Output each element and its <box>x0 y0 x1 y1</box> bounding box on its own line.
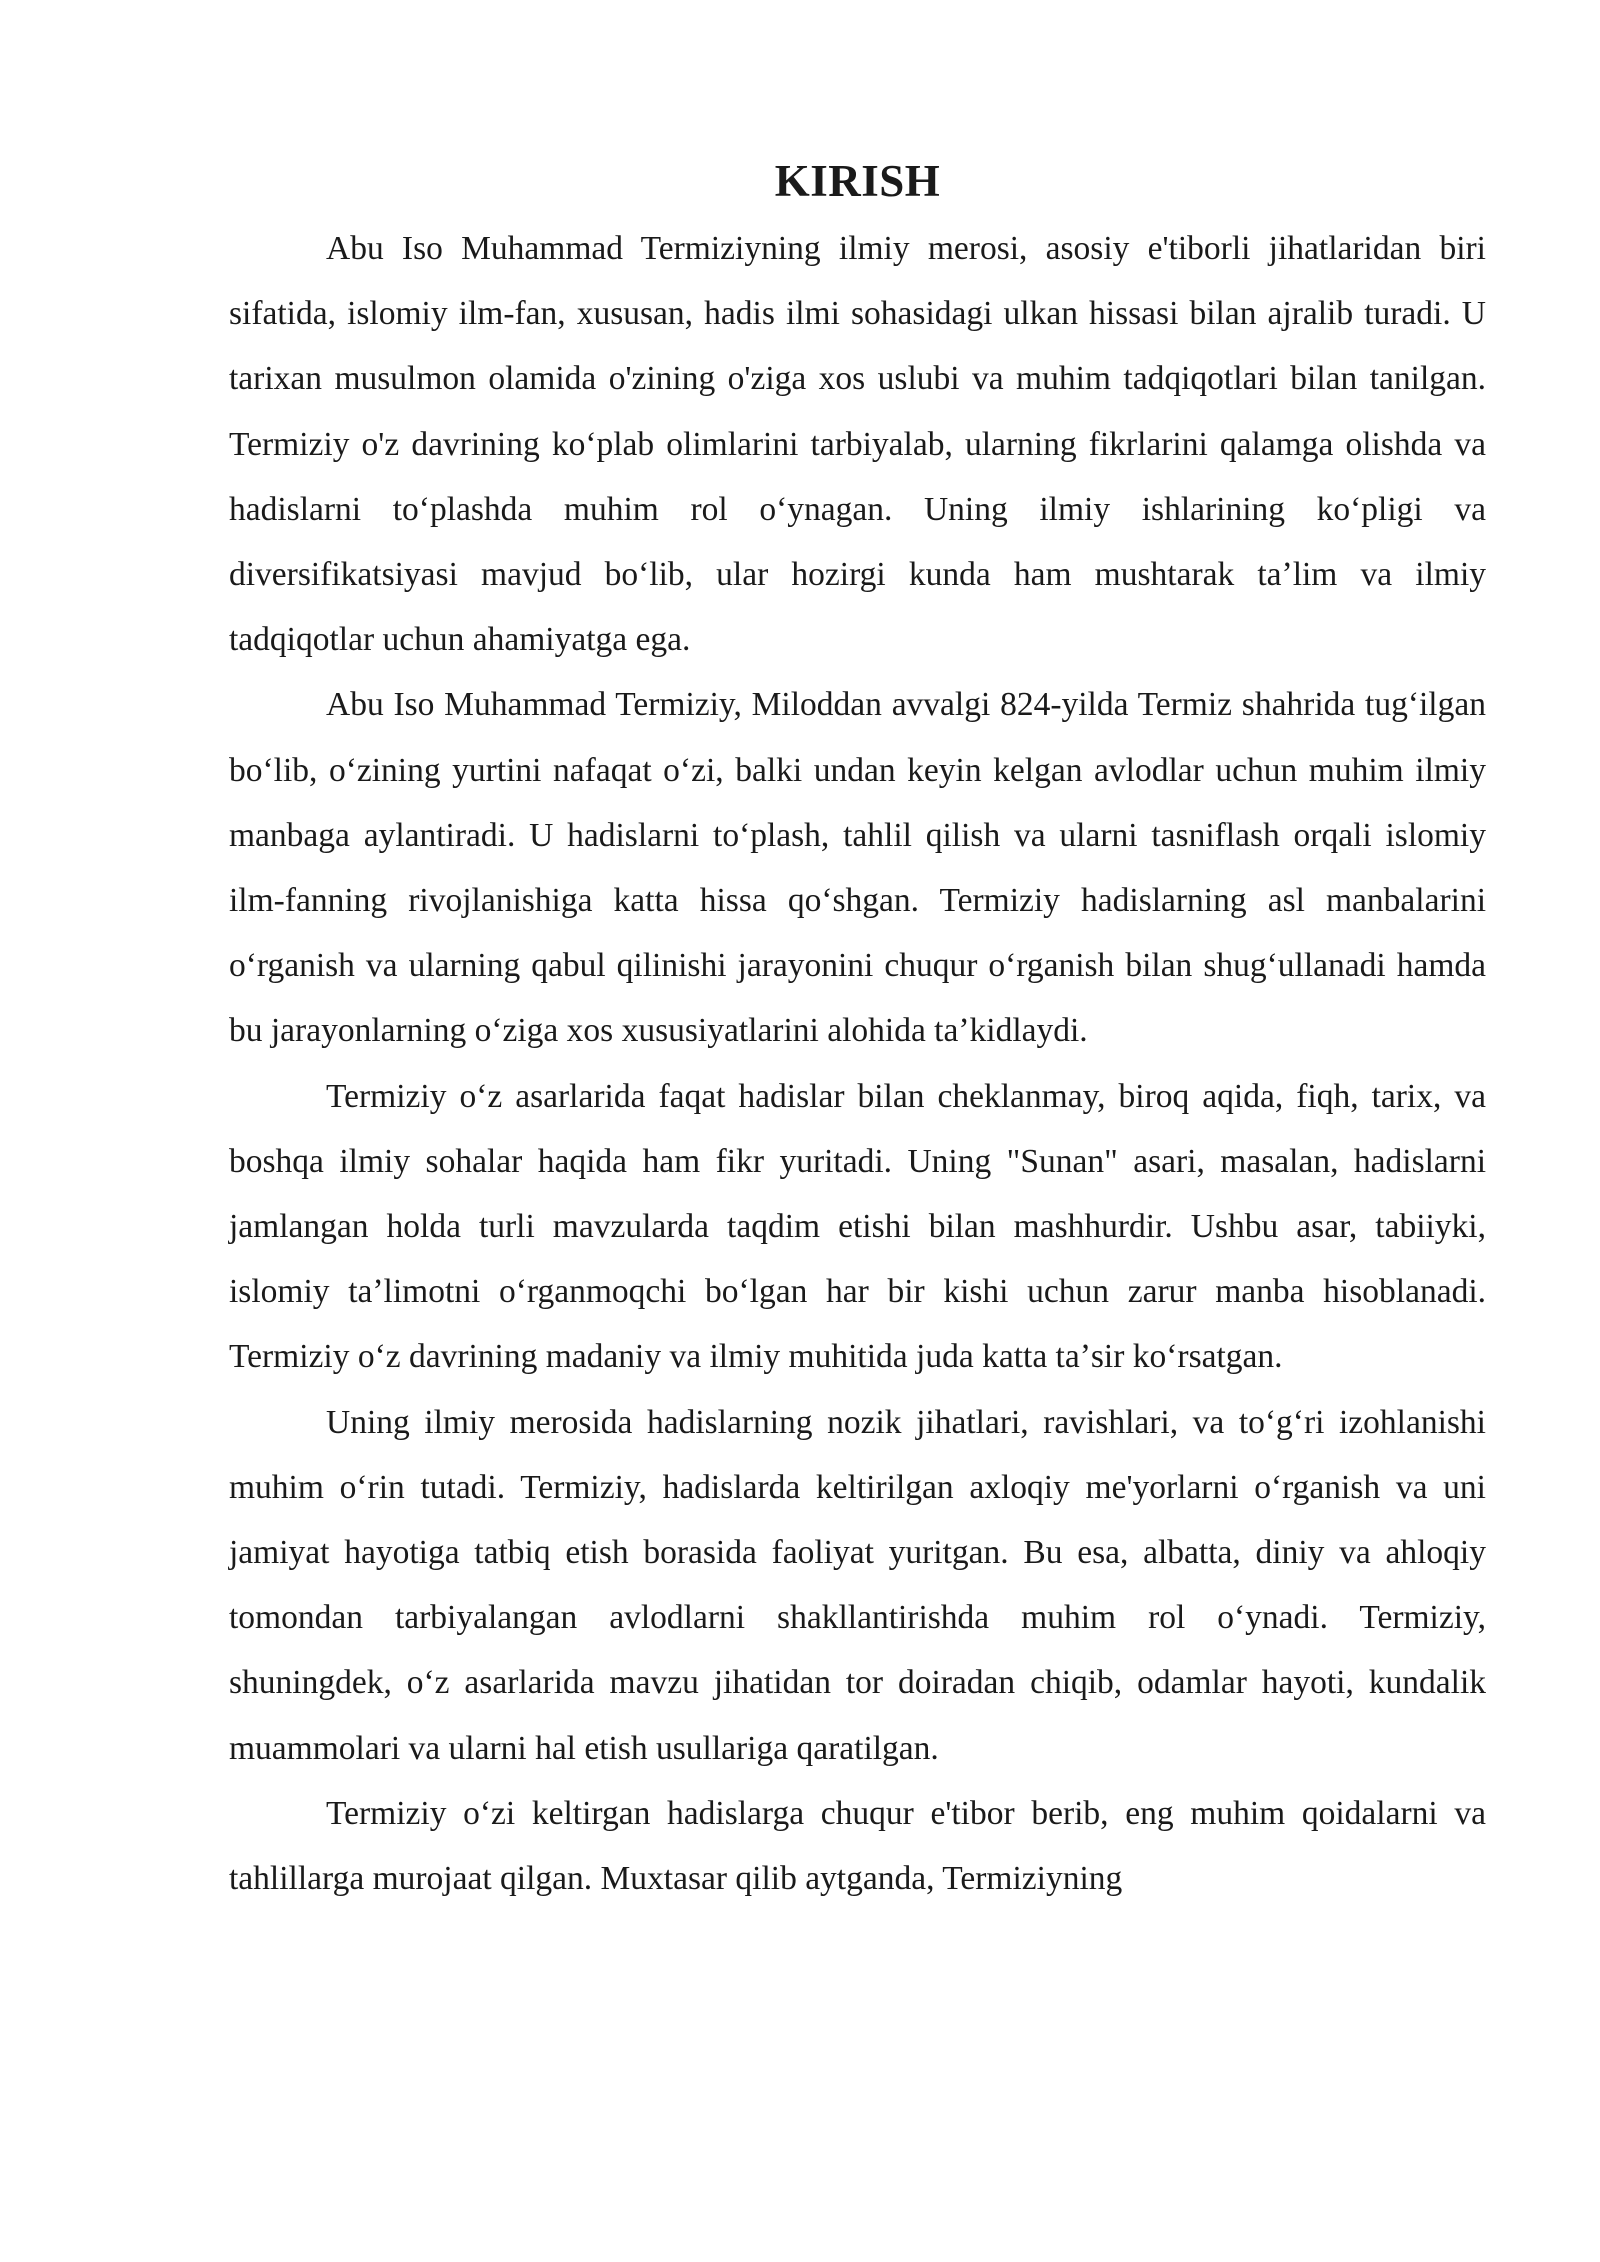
paragraph-5: Termiziy oʻzi keltirgan hadislarga chuqur e'tibor berib, eng muhim qoidalarni va tahlillarga murojaat qilgan. Muxtasar qilib aytganda, Termiziyning <box>229 1794 1486 1898</box>
paragraph-4: Uning ilmiy merosida hadislarning nozik jihatlari, ravishlari, va toʻgʻri izohlanishi muhim oʻrin tutadi. Termiziy, hadislarda keltirilgan axloqiy me'yorlarni oʻrganish va uni jamiyat hayotiga tatbiq etish borasida faoliyat yuritgan. Bu esa, albatta, diniy va ahloqiy tomondan tarbiyalangan avlodlarni shakllantirishda muhim rol oʻynadi. Termiziy, shuningdek, oʻz asarlarida mavzu jihatidan tor doiradan chiqib, odamlar hayoti, kundalik muammolari va ularni hal etish usullariga qaratilgan. <box>229 1403 1486 1767</box>
document-body <box>229 150 1486 1911</box>
paragraph-1: Abu Iso Muhammad Termiziyning ilmiy merosi, asosiy e'tiborli jihatlaridan biri sifatida, islomiy ilm-fan, xususan, hadis ilmi sohasidagi ulkan hissasi bilan ajralib turadi. U tarixan musulmon olamida o'zining o'ziga xos uslubi va muhim tadqiqotlari bilan tanilgan. Termiziy o'z davrining koʻplab olimlarini tarbiyalab, ularning fikrlarini qalamga olishda va hadislarni toʻplashda muhim rol oʻynagan. Uning ilmiy ishlarining koʻpligi va diversifikatsiyasi mavjud boʻlib, ular hozirgi kunda ham mushtarak taʼlim va ilmiy tadqiqotlar uchun ahamiyatga ega. <box>229 230 1486 659</box>
paragraph-3: Termiziy oʻz asarlarida faqat hadislar bilan cheklanmay, biroq aqida, fiqh, tarix, va boshqa ilmiy sohalar haqida ham fikr yuritadi. Uning "Sunan" asari, masalan, hadislarni jamlangan holda turli mavzularda taqdim etishi bilan mashhurdir. Ushbu asar, tabiiyki, islomiy taʼlimotni oʻrganmoqchi boʻlgan har bir kishi uchun zarur manba hisoblanadi. Termiziy oʻz davrining madaniy va ilmiy muhitida juda katta taʼsir koʻrsatgan. <box>229 1077 1486 1376</box>
page-title: KIRISH <box>774 156 941 206</box>
paragraph-2: Abu Iso Muhammad Termiziy, Miloddan avvalgi 824-yilda Termiz shahrida tugʻilgan boʻlib, oʻzining yurtini nafaqat oʻzi, balki undan keyin kelgan avlodlar uchun muhim ilmiy manbaga aylantiradi. U hadislarni toʻplash, tahlil qilish va ularni tasniflash orqali islomiy ilm-fanning rivojlanishiga katta hissa qoʻshgan. Termiziy hadislarning asl manbalarini oʻrganish va ularning qabul qilinishi jarayonini chuqur oʻrganish bilan shugʻullanadi hamda bu jarayonlarning oʻziga xos xususiyatlarini alohida taʼkidlaydi. <box>229 686 1486 1050</box>
